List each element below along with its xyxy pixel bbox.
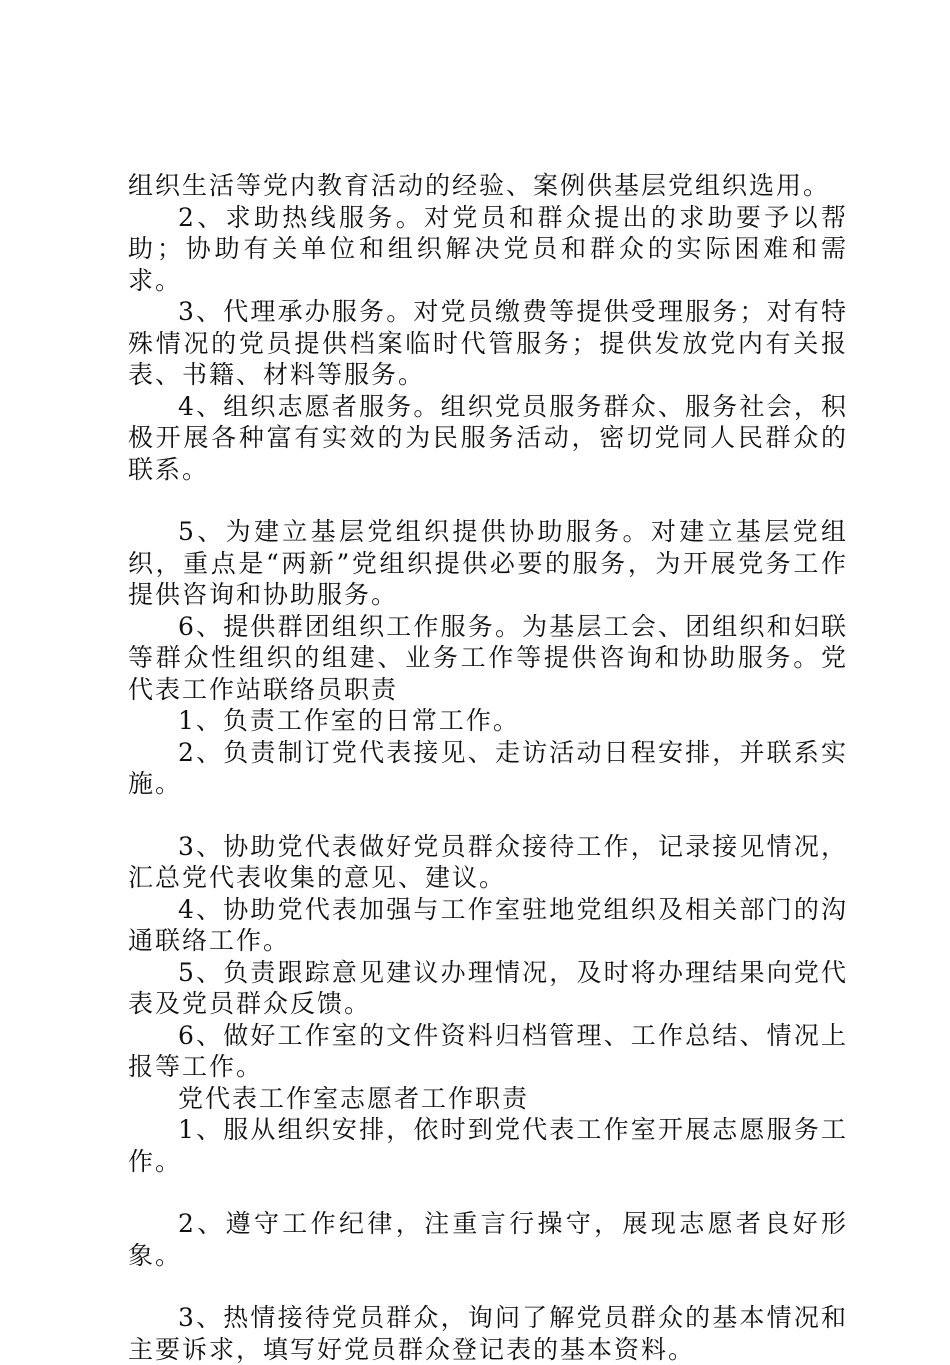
- paragraph-hotline-service: 2、求助热线服务。对党员和群众提出的求助要予以帮助；协助有关单位和组织解决党员和群众的实际困难和需求。: [128, 202, 848, 295]
- liaison-duty-4: 4、协助党代表加强与工作室驻地党组织及相关部门的沟通联络工作。: [128, 894, 848, 955]
- volunteer-duty-2: 2、遵守工作纪律，注重言行操守，展现志愿者良好形象。: [128, 1209, 848, 1270]
- liaison-duty-3: 3、协助党代表做好党员群众接待工作，记录接见情况，汇总党代表收集的意见、建议。: [128, 831, 848, 892]
- volunteer-duty-3: 3、热情接待党员群众，询问了解党员群众的基本情况和主要诉求，填写好党员群众登记表的基本资料。: [128, 1303, 848, 1364]
- liaison-duty-2: 2、负责制订党代表接见、走访活动日程安排，并联系实施。: [128, 737, 848, 798]
- paragraph-continuation: 组织生活等党内教育活动的经验、案例供基层党组织选用。: [128, 171, 831, 200]
- paragraph-mass-organization-service: 6、提供群团组织工作服务。为基层工会、团组织和妇联等群众性组织的组建、业务工作等提供咨询和协助服务。党代表工作站联络员职责: [128, 611, 848, 704]
- document-body: [128, 170, 848, 1365]
- section-heading-volunteer-duties: 党代表工作室志愿者工作职责: [178, 1083, 530, 1113]
- liaison-duty-6: 6、做好工作室的文件资料归档管理、工作总结、情况上报等工作。: [128, 1020, 848, 1081]
- paragraph-volunteer-service: 4、组织志愿者服务。组织党员服务群众、服务社会，积极开展各种富有实效的为民服务活动，密切党同人民群众的联系。: [128, 391, 848, 484]
- paragraph-agency-service: 3、代理承办服务。对党员缴费等提供受理服务；对有特殊情况的党员提供档案临时代管服务；提供发放党内有关报表、书籍、材料等服务。: [128, 297, 848, 389]
- volunteer-duty-1: 1、服从组织安排，依时到党代表工作室开展志愿服务工作。: [128, 1115, 848, 1176]
- paragraph-party-organization-service: 5、为建立基层党组织提供协助服务。对建立基层党组织，重点是“两新”党组织提供必要的服务，为开展党务工作提供咨询和协助服务。: [128, 517, 848, 609]
- liaison-duty-5: 5、负责跟踪意见建议办理情况，及时将办理结果向党代表及党员群众反馈。: [128, 957, 848, 1018]
- liaison-duty-1: 1、负责工作室的日常工作。: [178, 706, 520, 735]
